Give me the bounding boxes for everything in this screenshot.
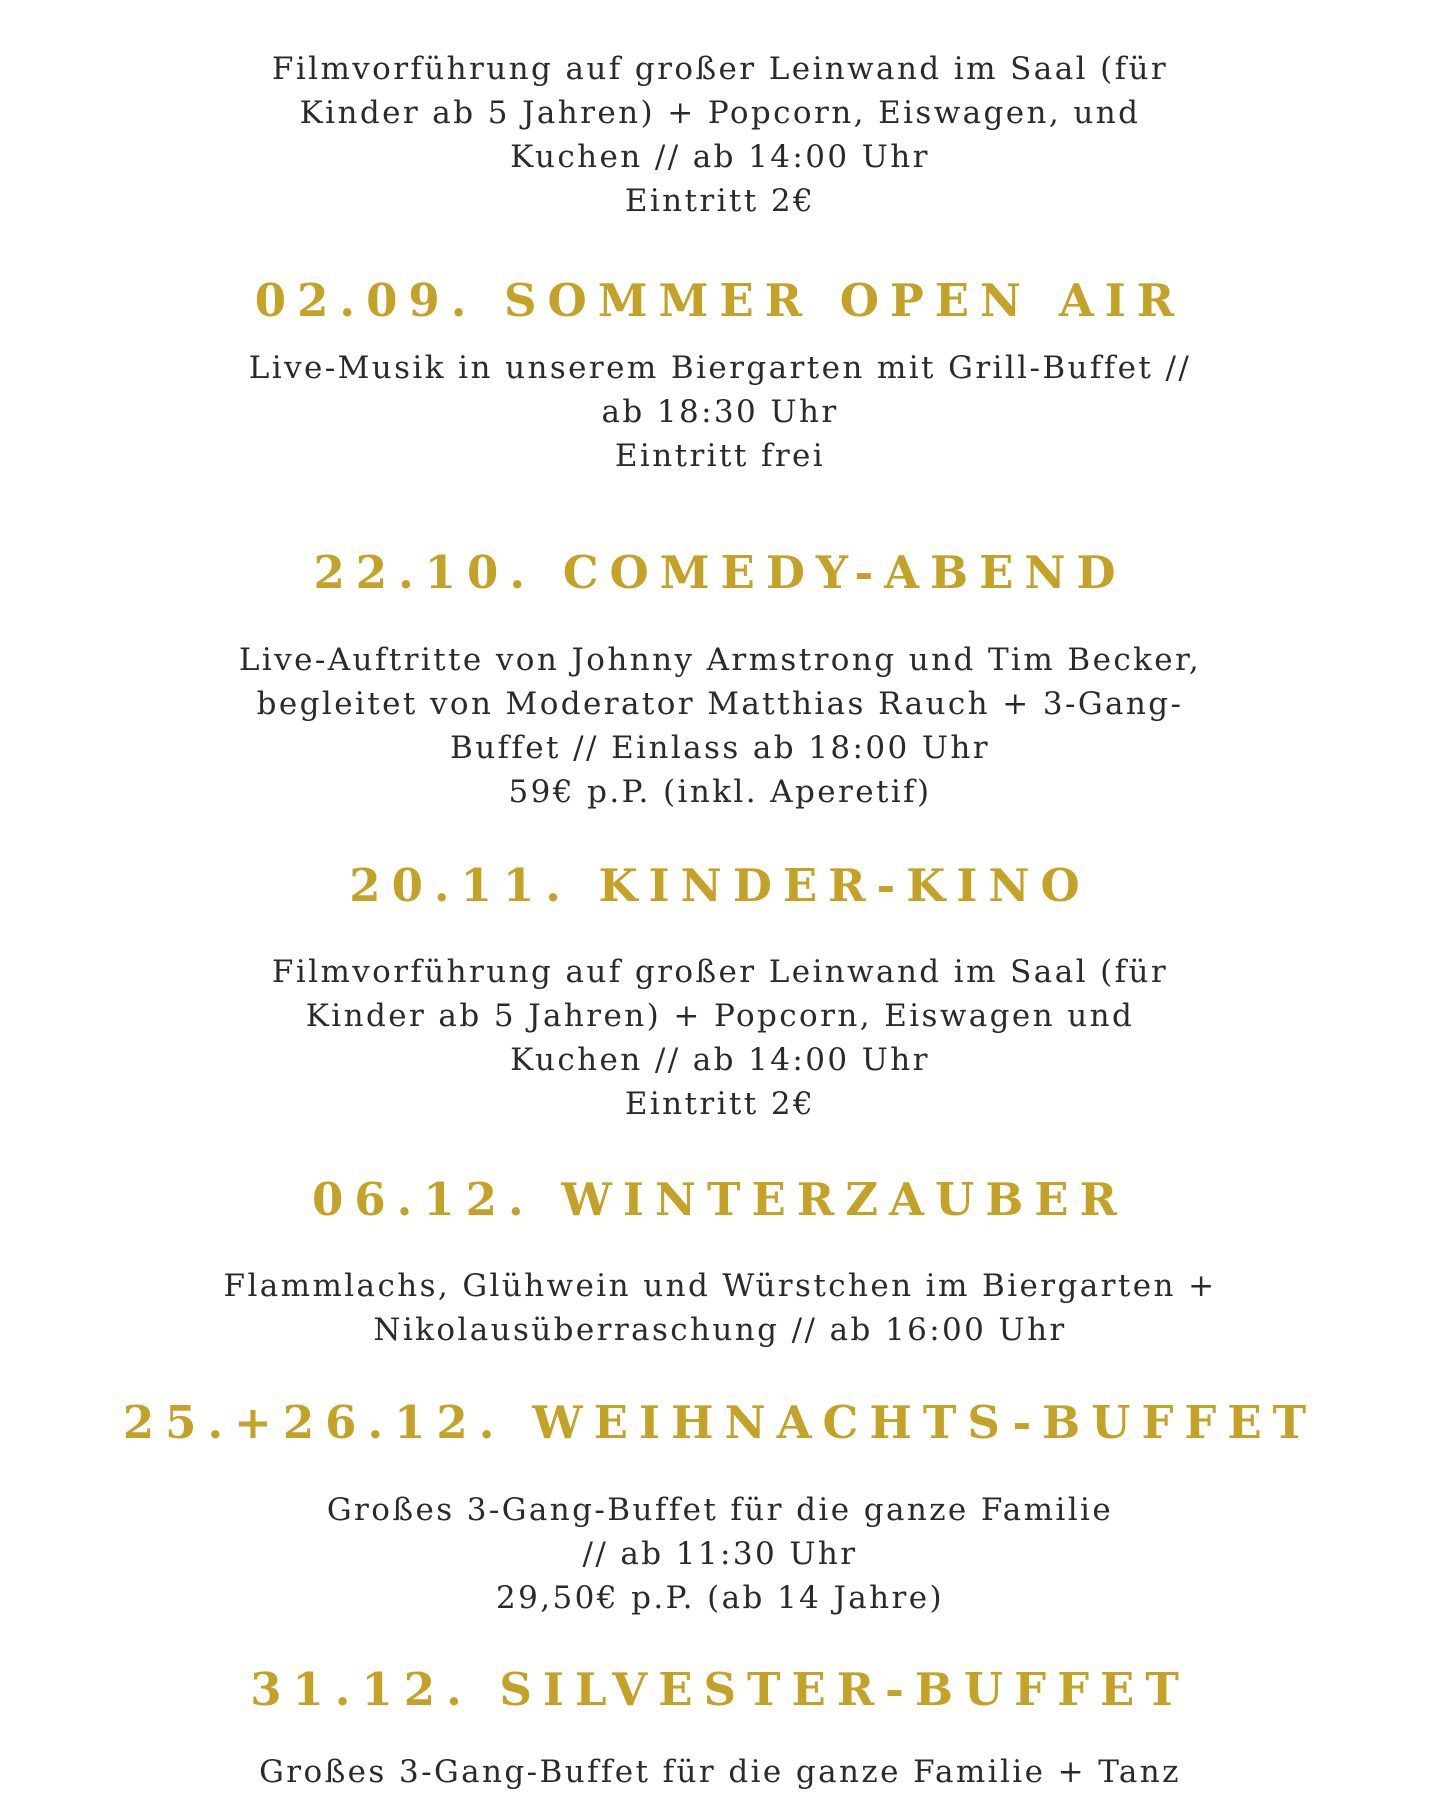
description-line: begleitet von Moderator Matthias Rauch + 3-Gang- [256,686,1184,722]
event-description-silvester-buffet [0,1750,1440,1794]
event-description-kinder-kino [0,950,1440,1126]
event-heading-silvester-buffet: 31.12. SILVESTER-BUFFET [250,1663,1190,1716]
description-line: 29,50€ p.P. (ab 14 Jahre) [495,1580,944,1616]
description-line: ab 18:30 Uhr [601,394,839,430]
event-heading-winterzauber: 06.12. WINTERZAUBER [312,1173,1128,1226]
event-heading-kinder-kino: 20.11. KINDER-KINO [349,859,1091,912]
event-heading-sommer-open-air: 02.09. SOMMER OPEN AIR [254,274,1186,327]
description-line: Großes 3-Gang-Buffet für die ganze Familie [326,1492,1114,1528]
description-line: 59€ p.P. (inkl. Aperetif) [508,774,932,810]
event-description-winterzauber [0,1264,1440,1352]
description-line: Eintritt 2€ [624,1086,816,1122]
description-line: Kinder ab 5 Jahren) + Popcorn, Eiswagen und [305,998,1135,1034]
description-line: Großes 3-Gang-Buffet für die ganze Familie + Tanz [259,1754,1181,1790]
event-heading-comedy-abend: 22.10. COMEDY-ABEND [313,546,1127,599]
description-line: Kinder ab 5 Jahren) + Popcorn, Eiswagen, und [299,95,1141,131]
description-line: Live-Musik in unserem Biergarten mit Grill-Buffet // [248,350,1192,386]
description-line: Live-Auftritte von Johnny Armstrong und Tim Becker, [238,642,1202,678]
event-description-comedy-abend [0,638,1440,814]
event-description-sommer-open-air [0,346,1440,478]
description-line: Kuchen // ab 14:00 Uhr [510,1042,930,1078]
event-description-kinderkino-1 [0,47,1440,223]
event-heading-weihnachts-buffet: 25.+26.12. WEIHNACHTS-BUFFET [122,1396,1318,1449]
event-description-weihnachts-buffet [0,1488,1440,1620]
description-line: // ab 11:30 Uhr [582,1536,858,1572]
description-line: Flammlachs, Glühwein und Würstchen im Biergarten + [223,1268,1217,1304]
description-line: Filmvorführung auf großer Leinwand im Saal (für [271,954,1169,990]
description-line: Eintritt 2€ [624,183,816,219]
description-line: Nikolausüberraschung // ab 16:00 Uhr [373,1312,1067,1348]
description-line: Kuchen // ab 14:00 Uhr [510,139,930,175]
description-line: Filmvorführung auf großer Leinwand im Saal (für [271,51,1169,87]
description-line: Eintritt frei [614,438,826,474]
description-line: Buffet // Einlass ab 18:00 Uhr [450,730,990,766]
